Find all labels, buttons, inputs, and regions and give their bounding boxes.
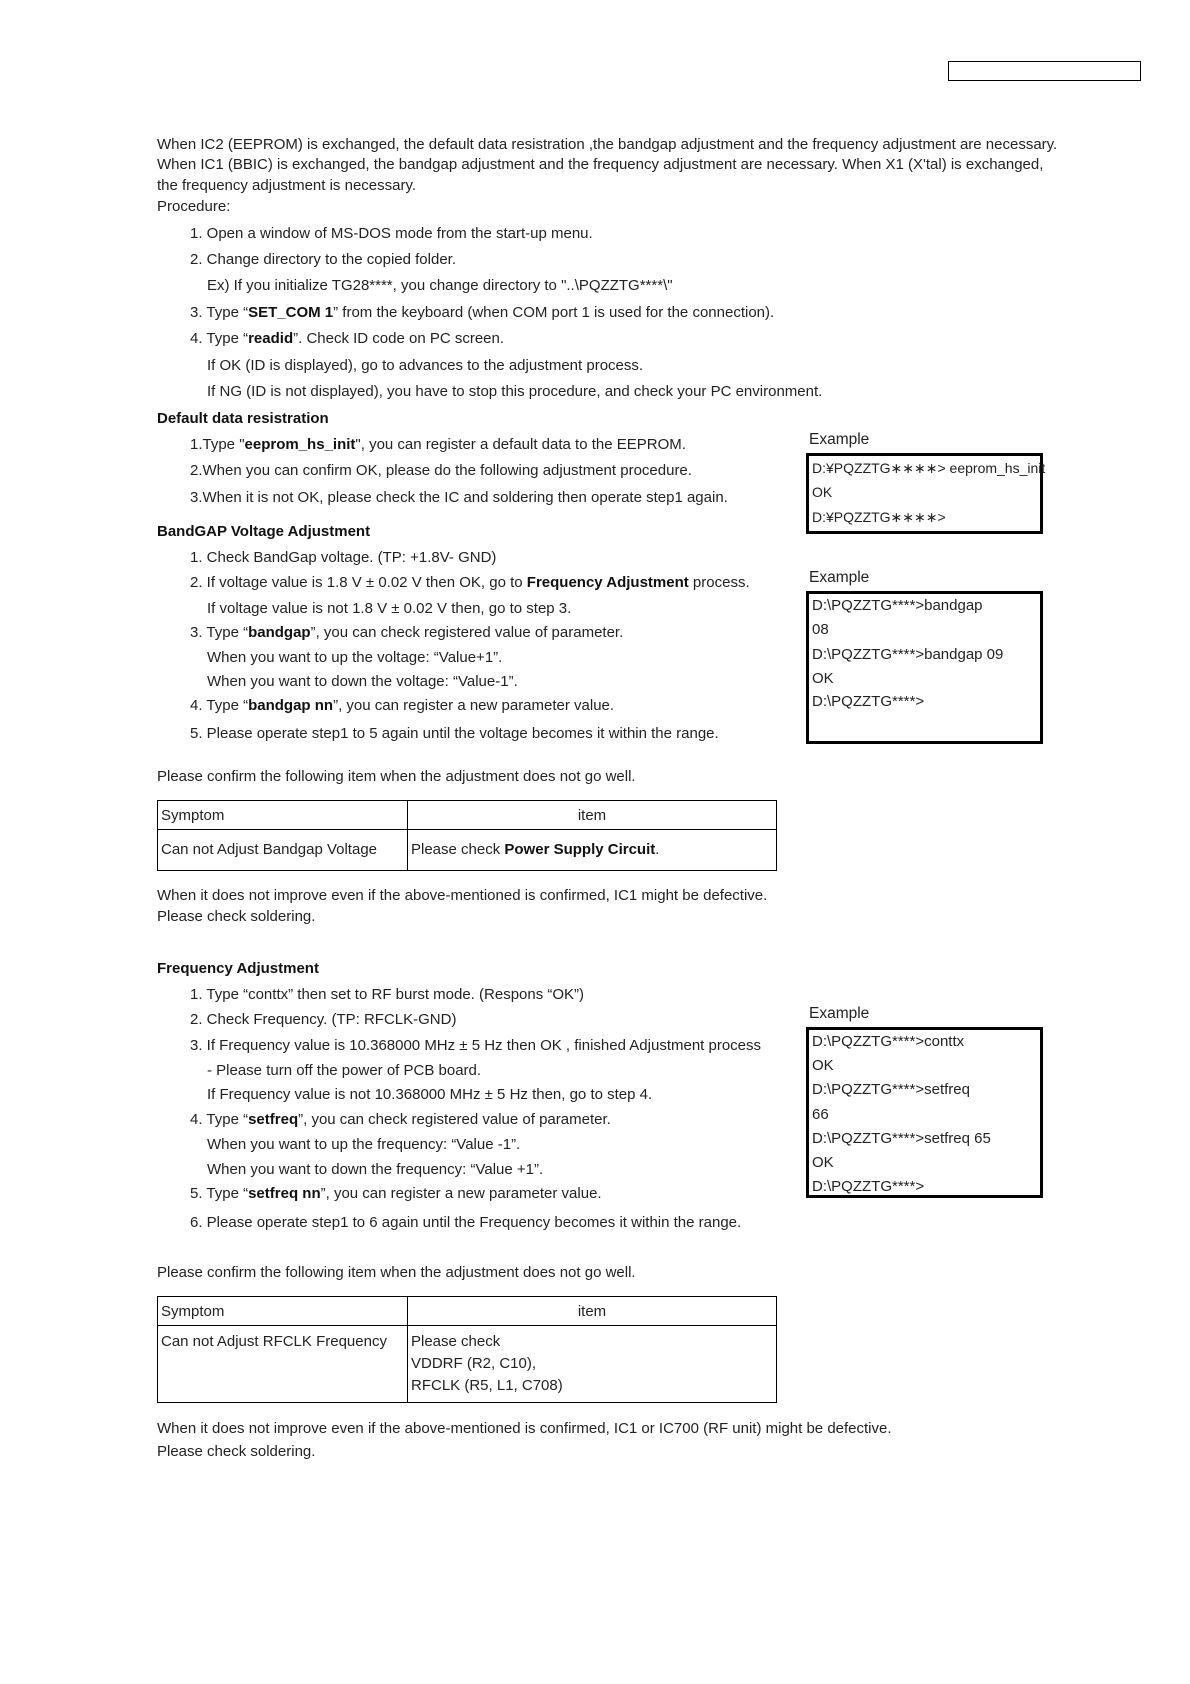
frequency-example-label: Example (809, 1005, 870, 1022)
frequency-heading: Frequency Adjustment (157, 960, 319, 977)
default-data-step-3: 3.When it is not OK, please check the IC and soldering then operate step1 again. (190, 489, 728, 506)
table-cell-item: Please check Power Supply Circuit. (411, 841, 660, 858)
example-line: 66 (812, 1106, 829, 1123)
bandgap-after-text-1: When it does not improve even if the above-mentioned is confirmed, IC1 might be defective. (157, 887, 768, 904)
example-line: 08 (812, 621, 829, 638)
default-data-example-box (806, 453, 1046, 534)
table-cell-symptom: Can not Adjust Bandgap Voltage (161, 841, 378, 858)
bandgap-step-2: 2. If voltage value is 1.8 V ± 0.02 V then OK, go to Frequency Adjustment process. (190, 574, 750, 591)
frequency-confirm-text: Please confirm the following item when the adjustment does not go well. (157, 1264, 636, 1281)
bandgap-confirm-text: Please confirm the following item when the adjustment does not go well. (157, 768, 636, 785)
bandgap-step-4: 4. Type “bandgap nn”, you can register a new parameter value. (190, 697, 615, 714)
procedure-step-1: 1. Open a window of MS-DOS mode from the start-up menu. (190, 225, 593, 242)
example-line: OK (812, 484, 833, 500)
bandgap-step-3-down: When you want to down the voltage: “Value-1”. (207, 673, 518, 690)
table-cell-item-line-1: Please check (411, 1333, 501, 1350)
example-line: OK (812, 670, 834, 687)
frequency-step-6: 6. Please operate step1 to 6 again until the Frequency becomes it within the range. (190, 1214, 742, 1231)
intro-line-3: the frequency adjustment is necessary. (157, 177, 417, 194)
bandgap-example-label: Example (809, 569, 870, 586)
procedure-label: Procedure: (157, 198, 231, 215)
header-reference-box (948, 61, 1141, 81)
frequency-step-4: 4. Type “setfreq”, you can check registered value of parameter. (190, 1111, 611, 1128)
table-header-item: item (577, 1303, 607, 1320)
example-line: D:\PQZZTG****>setfreq 65 (812, 1130, 991, 1147)
procedure-step-4-ng: If NG (ID is not displayed), you have to stop this procedure, and check your PC environment. (207, 383, 823, 400)
frequency-step-2: 2. Check Frequency. (TP: RFCLK-GND) (190, 1011, 457, 1028)
frequency-step-4-down: When you want to down the frequency: “Value +1”. (207, 1161, 544, 1178)
example-line: D:¥PQZZTG∗∗∗∗> eeprom_hs_init (812, 460, 1046, 476)
default-data-heading: Default data resistration (157, 410, 329, 427)
intro-line-2: When IC1 (BBIC) is exchanged, the bandgap adjustment and the frequency adjustment are necessary. When X1 (X'tal) is exchanged, (157, 156, 1044, 173)
table-divider (158, 1325, 776, 1326)
table-header-item: item (577, 807, 607, 824)
procedure-step-2: 2. Change directory to the copied folder. (190, 251, 457, 268)
bandgap-example-box (806, 591, 1043, 744)
bandgap-step-1: 1. Check BandGap voltage. (TP: +1.8V- GND) (190, 549, 497, 566)
frequency-after-text-1: When it does not improve even if the above-mentioned is confirmed, IC1 or IC700 (RF unit) might be defective. (157, 1420, 892, 1437)
procedure-step-3: 3. Type “SET_COM 1” from the keyboard (when COM port 1 is used for the connection). (190, 304, 775, 321)
frequency-step-3-sub-1: - Please turn off the power of PCB board. (207, 1062, 482, 1079)
example-line: D:\PQZZTG****> (812, 1178, 925, 1195)
example-line: D:\PQZZTG****>bandgap 09 (812, 646, 1004, 663)
bandgap-after-text-2: Please check soldering. (157, 908, 316, 925)
default-data-step-2: 2.When you can confirm OK, please do the following adjustment procedure. (190, 462, 692, 479)
bandgap-symptom-table (157, 800, 777, 871)
frequency-step-3: 3. If Frequency value is 10.368000 MHz ± 5 Hz then OK , finished Adjustment process (190, 1037, 762, 1054)
table-cell-symptom: Can not Adjust RFCLK Frequency (161, 1333, 387, 1350)
procedure-step-2-example: Ex) If you initialize TG28****, you change directory to "..\PQZZTG****\" (207, 277, 673, 294)
example-line: D:\PQZZTG****>setfreq (812, 1081, 970, 1098)
frequency-step-1: 1. Type “conttx” then set to RF burst mode. (Respons “OK”) (190, 986, 585, 1003)
default-data-example-label: Example (809, 431, 870, 448)
bandgap-step-3: 3. Type “bandgap”, you can check registered value of parameter. (190, 624, 624, 641)
example-line: D:\PQZZTG****>bandgap (812, 597, 983, 614)
example-line: OK (812, 1057, 834, 1074)
frequency-after-text-2: Please check soldering. (157, 1443, 316, 1460)
bandgap-step-5: 5. Please operate step1 to 5 again until the voltage becomes it within the range. (190, 725, 719, 742)
frequency-example-box (806, 1027, 1043, 1198)
default-data-step-1: 1.Type "eeprom_hs_init", you can register a default data to the EEPROM. (190, 436, 686, 453)
intro-line-1: When IC2 (EEPROM) is exchanged, the default data resistration ,the bandgap adjustment and the frequency adjustment are necessary. (157, 136, 1058, 153)
bandgap-step-3-up: When you want to up the voltage: “Value+1”. (207, 649, 503, 666)
example-line: OK (812, 1154, 834, 1171)
procedure-step-4-ok: If OK (ID is displayed), go to advances to the adjustment process. (207, 357, 644, 374)
frequency-symptom-table (157, 1296, 777, 1403)
frequency-step-5: 5. Type “setfreq nn”, you can register a new parameter value. (190, 1185, 602, 1202)
bandgap-heading: BandGAP Voltage Adjustment (157, 523, 371, 540)
example-line: D:\PQZZTG****> (812, 693, 925, 710)
frequency-step-4-up: When you want to up the frequency: “Value -1”. (207, 1136, 521, 1153)
table-header-symptom: Symptom (161, 1303, 225, 1320)
example-line: D:\PQZZTG****>conttx (812, 1033, 965, 1050)
example-line: D:¥PQZZTG∗∗∗∗> (812, 509, 946, 525)
table-cell-item-line-2: VDDRF (R2, C10), (411, 1355, 537, 1372)
table-divider (158, 829, 776, 830)
table-cell-item-line-3: RFCLK (R5, L1, C708) (411, 1377, 563, 1394)
frequency-step-3-sub-2: If Frequency value is not 10.368000 MHz ± 5 Hz then, go to step 4. (207, 1086, 653, 1103)
table-header-symptom: Symptom (161, 807, 225, 824)
procedure-step-4: 4. Type “readid”. Check ID code on PC screen. (190, 330, 505, 347)
bandgap-step-2-sub: If voltage value is not 1.8 V ± 0.02 V then, go to step 3. (207, 600, 572, 617)
